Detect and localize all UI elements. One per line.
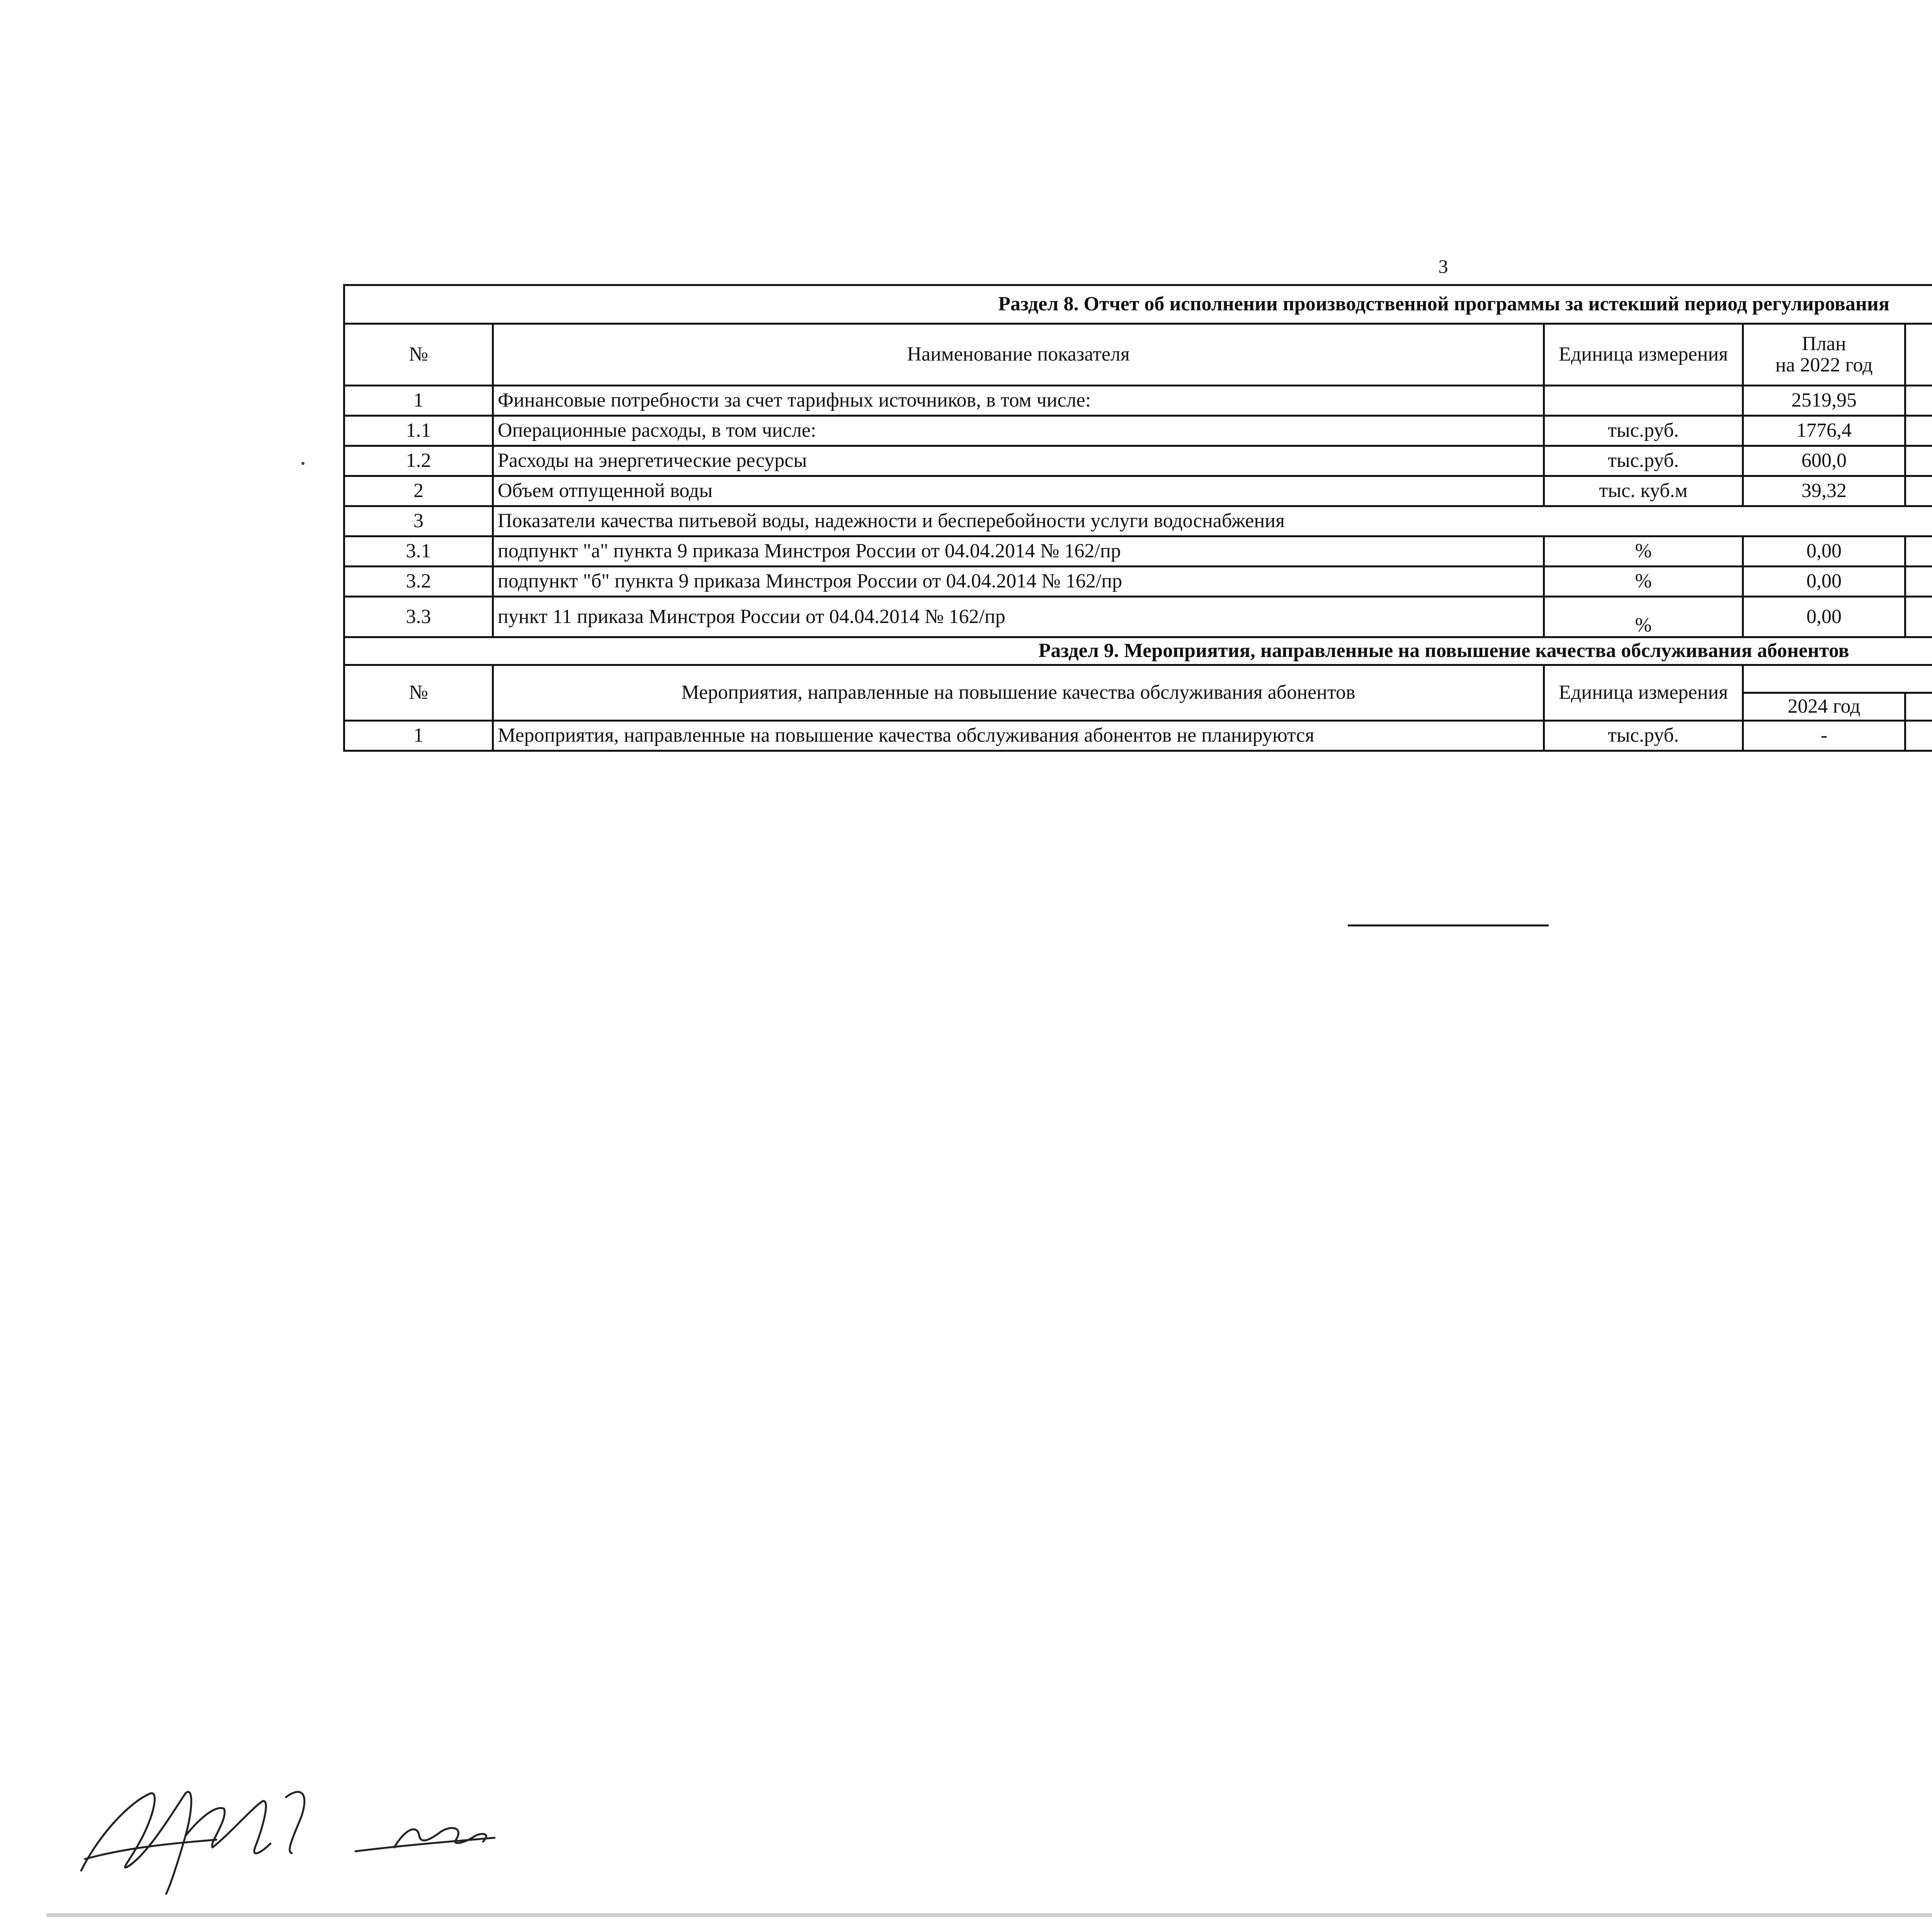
row-plan-2022: 600,0: [1743, 446, 1905, 476]
row-unit: %: [1544, 567, 1743, 597]
footer-rule: [1348, 924, 1549, 926]
row-unit: %: [1544, 597, 1743, 637]
section8-header-row: [344, 324, 1932, 386]
row-plan-2022: 0,00: [1743, 597, 1905, 637]
row-num: 1: [344, 386, 493, 416]
row-plan-2022: 2519,95: [1743, 386, 1905, 416]
section9-header-row: [344, 665, 1932, 693]
header-num: №: [344, 324, 493, 386]
row-num: 3.1: [344, 536, 493, 567]
section8-title: Раздел 8. Отчет об исполнении производственной программы за истекший период регулирования: [344, 285, 1932, 324]
row-num: 1.2: [344, 446, 493, 476]
table-row: [344, 721, 1932, 751]
header-value: [1743, 665, 1932, 693]
row-name: Объем отпущенной воды: [493, 476, 1544, 506]
row-unit: тыс.руб.: [1544, 416, 1743, 446]
row-name: Показатели качества питьевой воды, надежности и бесперебойности услуги водоснабжения: [493, 506, 1932, 536]
section9-title-row: [344, 637, 1932, 665]
row-plan-2022: 0,00: [1743, 567, 1905, 597]
row-name: пункт 11 приказа Минстроя России от 04.04.2014 № 162/пр: [493, 597, 1544, 637]
row-unit: тыс.руб.: [1544, 446, 1743, 476]
header-measures: Мероприятия, направленные на повышение качества обслуживания абонентов: [493, 665, 1544, 721]
table-row: [344, 506, 1932, 536]
table-row: [344, 476, 1932, 506]
table-row: [344, 386, 1932, 416]
scan-edge: [46, 1913, 1932, 1917]
row-name: подпункт "а" пункта 9 приказа Минстроя России от 04.04.2014 № 162/пр: [493, 536, 1544, 567]
row-value: [1905, 721, 1932, 751]
table-row: [344, 446, 1932, 476]
header-unit: Единица измерения: [1544, 324, 1743, 386]
scan-speck: [301, 462, 304, 465]
row-name: Мероприятия, направленные на повышение качества обслуживания абонентов не планируются: [493, 721, 1544, 751]
row-fact-2022: [1905, 446, 1932, 476]
header-fact-2022: [1905, 324, 1932, 386]
row-unit: тыс. куб.м: [1544, 476, 1743, 506]
row-fact-2022: [1905, 386, 1932, 416]
row-num: 2: [344, 476, 493, 506]
row-name: подпункт "б" пункта 9 приказа Минстроя России от 04.04.2014 № 162/пр: [493, 567, 1544, 597]
row-fact-2022: [1905, 597, 1932, 637]
report-table: [343, 284, 1932, 752]
section8-title-row: [344, 285, 1932, 324]
table-row: [344, 567, 1932, 597]
header-unit: Единица измерения: [1544, 665, 1743, 721]
row-num: 1: [344, 721, 493, 751]
header-name: Наименование показателя: [493, 324, 1544, 386]
header-num: №: [344, 665, 493, 721]
row-name: Расходы на энергетические ресурсы: [493, 446, 1544, 476]
header-plan-2022: План на 2022 год: [1743, 324, 1905, 386]
section9-title: Раздел 9. Мероприятия, направленные на повышение качества обслуживания абонентов: [344, 637, 1932, 665]
row-fact-2022: [1905, 567, 1932, 597]
row-fact-2022: [1905, 416, 1932, 446]
handwritten-signature: [70, 1770, 572, 1902]
row-fact-2022: [1905, 536, 1932, 567]
row-unit: %: [1544, 536, 1743, 567]
row-plan-2022: 0,00: [1743, 536, 1905, 567]
row-num: 3.2: [344, 567, 493, 597]
row-plan-2022: 1776,4: [1743, 416, 1905, 446]
row-fact-2022: [1905, 476, 1932, 506]
row-num: 1.1: [344, 416, 493, 446]
table-row: [344, 597, 1932, 637]
row-num: 3.3: [344, 597, 493, 637]
row-num: 3: [344, 506, 493, 536]
table-row: [344, 536, 1932, 567]
header-year: [1905, 693, 1932, 721]
row-unit: [1544, 386, 1743, 416]
row-plan-2022: 39,32: [1743, 476, 1905, 506]
row-name: Финансовые потребности за счет тарифных источников, в том числе:: [493, 386, 1544, 416]
table-row: [344, 416, 1932, 446]
row-value: -: [1743, 721, 1905, 751]
header-year: 2024 год: [1743, 693, 1905, 721]
row-name: Операционные расходы, в том числе:: [493, 416, 1544, 446]
row-unit: тыс.руб.: [1544, 721, 1743, 751]
page-number: 3: [1438, 255, 1448, 277]
